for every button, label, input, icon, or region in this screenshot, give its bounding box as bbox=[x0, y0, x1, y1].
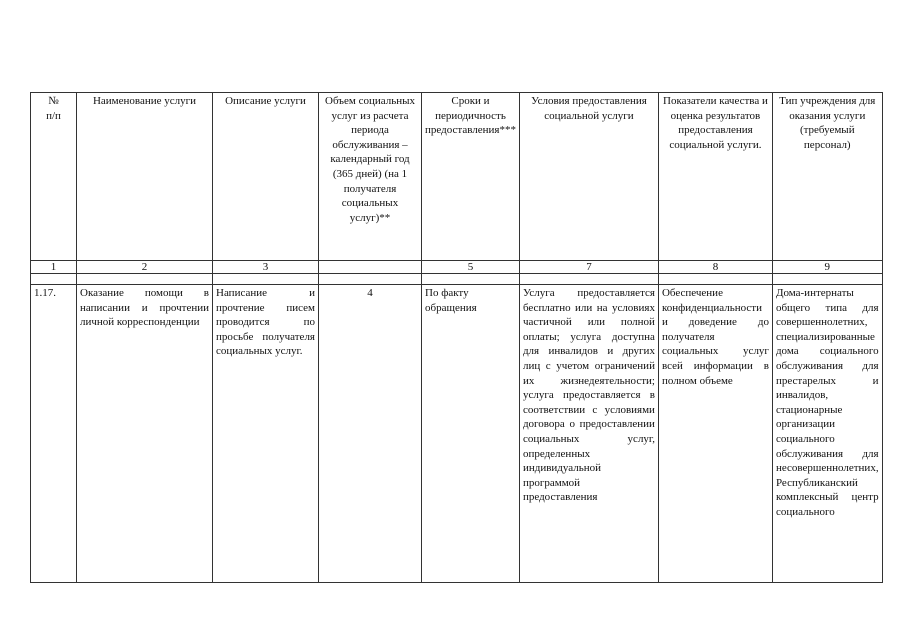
row-institution: Дома-интернаты общего типа для совершеннолетних, специализированные дома социального обслуживания для престарелых и инвалидов, стационарные организации социального обслуживания для несовершеннолетних, Республиканский комплексный центр социального bbox=[772, 285, 882, 583]
column-number-row bbox=[31, 261, 883, 274]
header-description: Описание услуги bbox=[213, 93, 319, 261]
row-number: 1.17. bbox=[31, 285, 77, 583]
header-indicators: Показатели качества и оценка результатов предоставления социальной услуги. bbox=[658, 93, 772, 261]
row-indicators: Обеспечение конфиденциальности и доведение до получателя социальных услуг всей информации в полном объеме bbox=[658, 285, 772, 583]
row-conditions: Услуга предоставляется бесплатно или на условиях частичной или полной оплаты; услуга доступна для инвалидов и других лиц с учетом ограничений их жизнедеятельности; услуга предоставляется в соответствии с условиями договора о предоставлении социальных услуг, определенных индивидуальной программой предоставления bbox=[519, 285, 658, 583]
header-conditions: Условия предоставления социальной услуги bbox=[519, 93, 658, 261]
column-number: 8 bbox=[658, 261, 772, 274]
header-service-name: Наименование услуги bbox=[77, 93, 213, 261]
header-number: № п/п bbox=[31, 93, 77, 261]
header-institution: Тип учреждения для оказания услуги (требуемый персонал) bbox=[772, 93, 882, 261]
services-table bbox=[30, 92, 883, 583]
header-volume: Объем социальных услуг из расчета периода обслуживания – календарный год (365 дней) (на 1 получателя социальных услуг)** bbox=[319, 93, 422, 261]
column-number bbox=[319, 261, 422, 274]
column-number: 3 bbox=[213, 261, 319, 274]
header-row bbox=[31, 93, 883, 261]
row-terms: По факту обращения bbox=[422, 285, 520, 583]
header-terms: Сроки и периодичность предоставления*** bbox=[422, 93, 520, 261]
spacer-row bbox=[31, 274, 883, 285]
row-volume: 4 bbox=[319, 285, 422, 583]
column-number: 5 bbox=[422, 261, 520, 274]
row-description: Написание и прочтение писем проводится по просьбе получателя социальных услуг. bbox=[213, 285, 319, 583]
column-number: 7 bbox=[519, 261, 658, 274]
column-number: 1 bbox=[31, 261, 77, 274]
column-number: 2 bbox=[77, 261, 213, 274]
row-service-name: Оказание помощи в написании и прочтении личной корреспонденции bbox=[77, 285, 213, 583]
column-number: 9 bbox=[772, 261, 882, 274]
table-row bbox=[31, 285, 883, 583]
